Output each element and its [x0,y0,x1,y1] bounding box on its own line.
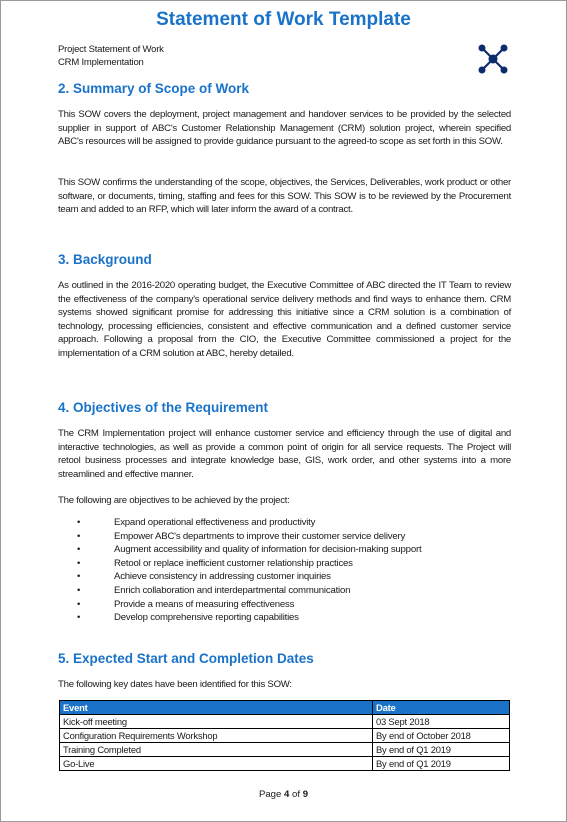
table-row [60,715,510,729]
bullet-icon: • [77,571,81,583]
paragraph: The following are objectives to be achieved by the project: [58,495,290,506]
header-project-name: CRM Implementation [58,57,144,68]
event-cell: Training Completed [60,743,373,757]
section-heading-scope: 2. Summary of Scope of Work [58,81,250,96]
paragraph: This SOW covers the deployment, project management and handover services to be provided by the selected supplier in support of ABC's Customer Relationship Management (CRM) solution project, wherein specified ABC's resources will be assigned to provide guidance pursuant to the agreed-to scope as set forth in this SOW. [58,109,511,148]
date-cell: By end of Q1 2019 [373,757,510,771]
column-header-date: Date [373,701,510,715]
page-number: Page 4 of 9 [258,789,309,800]
document-header [58,43,164,69]
list-item: • Provide a means of measuring effectiveness [77,598,295,610]
list-item: • Achieve consistency in addressing customer inquiries [77,571,331,583]
bullet-icon: • [77,557,81,569]
current-page: 4 [284,789,290,800]
event-cell: Kick-off meeting [60,715,373,729]
paragraph: As outlined in the 2016-2020 operating budget, the Executive Committee of ABC directed the IT Team to review the effectiveness of the company's operational service delivery methods and find ways to enhance them. CRM systems showed significant promise for addressing this initiative since a CRM solution is a combination of technology, processing efficiencies, consistent and effective communication and a defined customer service approach. Following a proposal from the CIO, the Executive Committee commissioned a project for the implementation of a CRM solution at ABC, hereby detailed. [58,280,511,359]
event-cell: Go-Live [60,757,373,771]
document-title: Statement of Work Template [156,9,411,30]
bullet-icon: • [77,544,81,556]
list-item: • Augment accessibility and quality of information for decision-making support [77,544,422,556]
objectives-list [58,516,511,625]
column-header-event: Event [60,701,373,715]
table-row [60,729,510,743]
table-row [60,743,510,757]
key-dates-table [59,700,510,771]
bullet-icon: • [77,584,81,596]
date-cell: By end of Q1 2019 [373,743,510,757]
bullet-icon: • [77,517,81,528]
list-item: • Expand operational effectiveness and productivity [77,517,316,528]
table-header-row [60,701,510,715]
total-pages: 9 [302,789,309,800]
section-heading-objectives: 4. Objectives of the Requirement [58,400,269,415]
bullet-icon: • [77,598,81,610]
section-heading-dates: 5. Expected Start and Completion Dates [58,651,314,666]
paragraph: This SOW confirms the understanding of the scope, objectives, the Services, Deliverables, work product or other software, or documents, timing, staffing and fees for this SOW. This SOW is to be reviewed by the Procurement team and added to an RFP, which will later inform the award of a contract. [58,177,511,216]
table-row [60,757,510,771]
paragraph: The CRM Implementation project will enhance customer service and efficiency through the use of digital and interactive technologies, as well as provide a common point of origin for all service requests. The Project will retool business processes and integrate knowledge base, GIS, work order, and other systems into a more streamlined and effective manner. [58,428,511,480]
bullet-icon: • [77,612,81,624]
bullet-icon: • [77,530,81,542]
date-cell: By end of October 2018 [373,729,510,743]
list-item: • Develop comprehensive reporting capabilities [77,612,299,624]
header-project-label: Project Statement of Work [58,44,164,55]
date-cell: 03 Sept 2018 [373,715,510,729]
event-cell: Configuration Requirements Workshop [60,729,373,743]
list-item: • Empower ABC's departments to improve their customer service delivery [77,530,406,542]
section-heading-background: 3. Background [58,252,152,267]
paragraph: The following key dates have been identified for this SOW: [58,679,292,690]
list-item: • Enrich collaboration and interdepartmental communication [77,584,351,596]
network-nodes-icon [477,43,509,75]
list-item: • Retool or replace inefficient customer relationship practices [77,557,353,569]
